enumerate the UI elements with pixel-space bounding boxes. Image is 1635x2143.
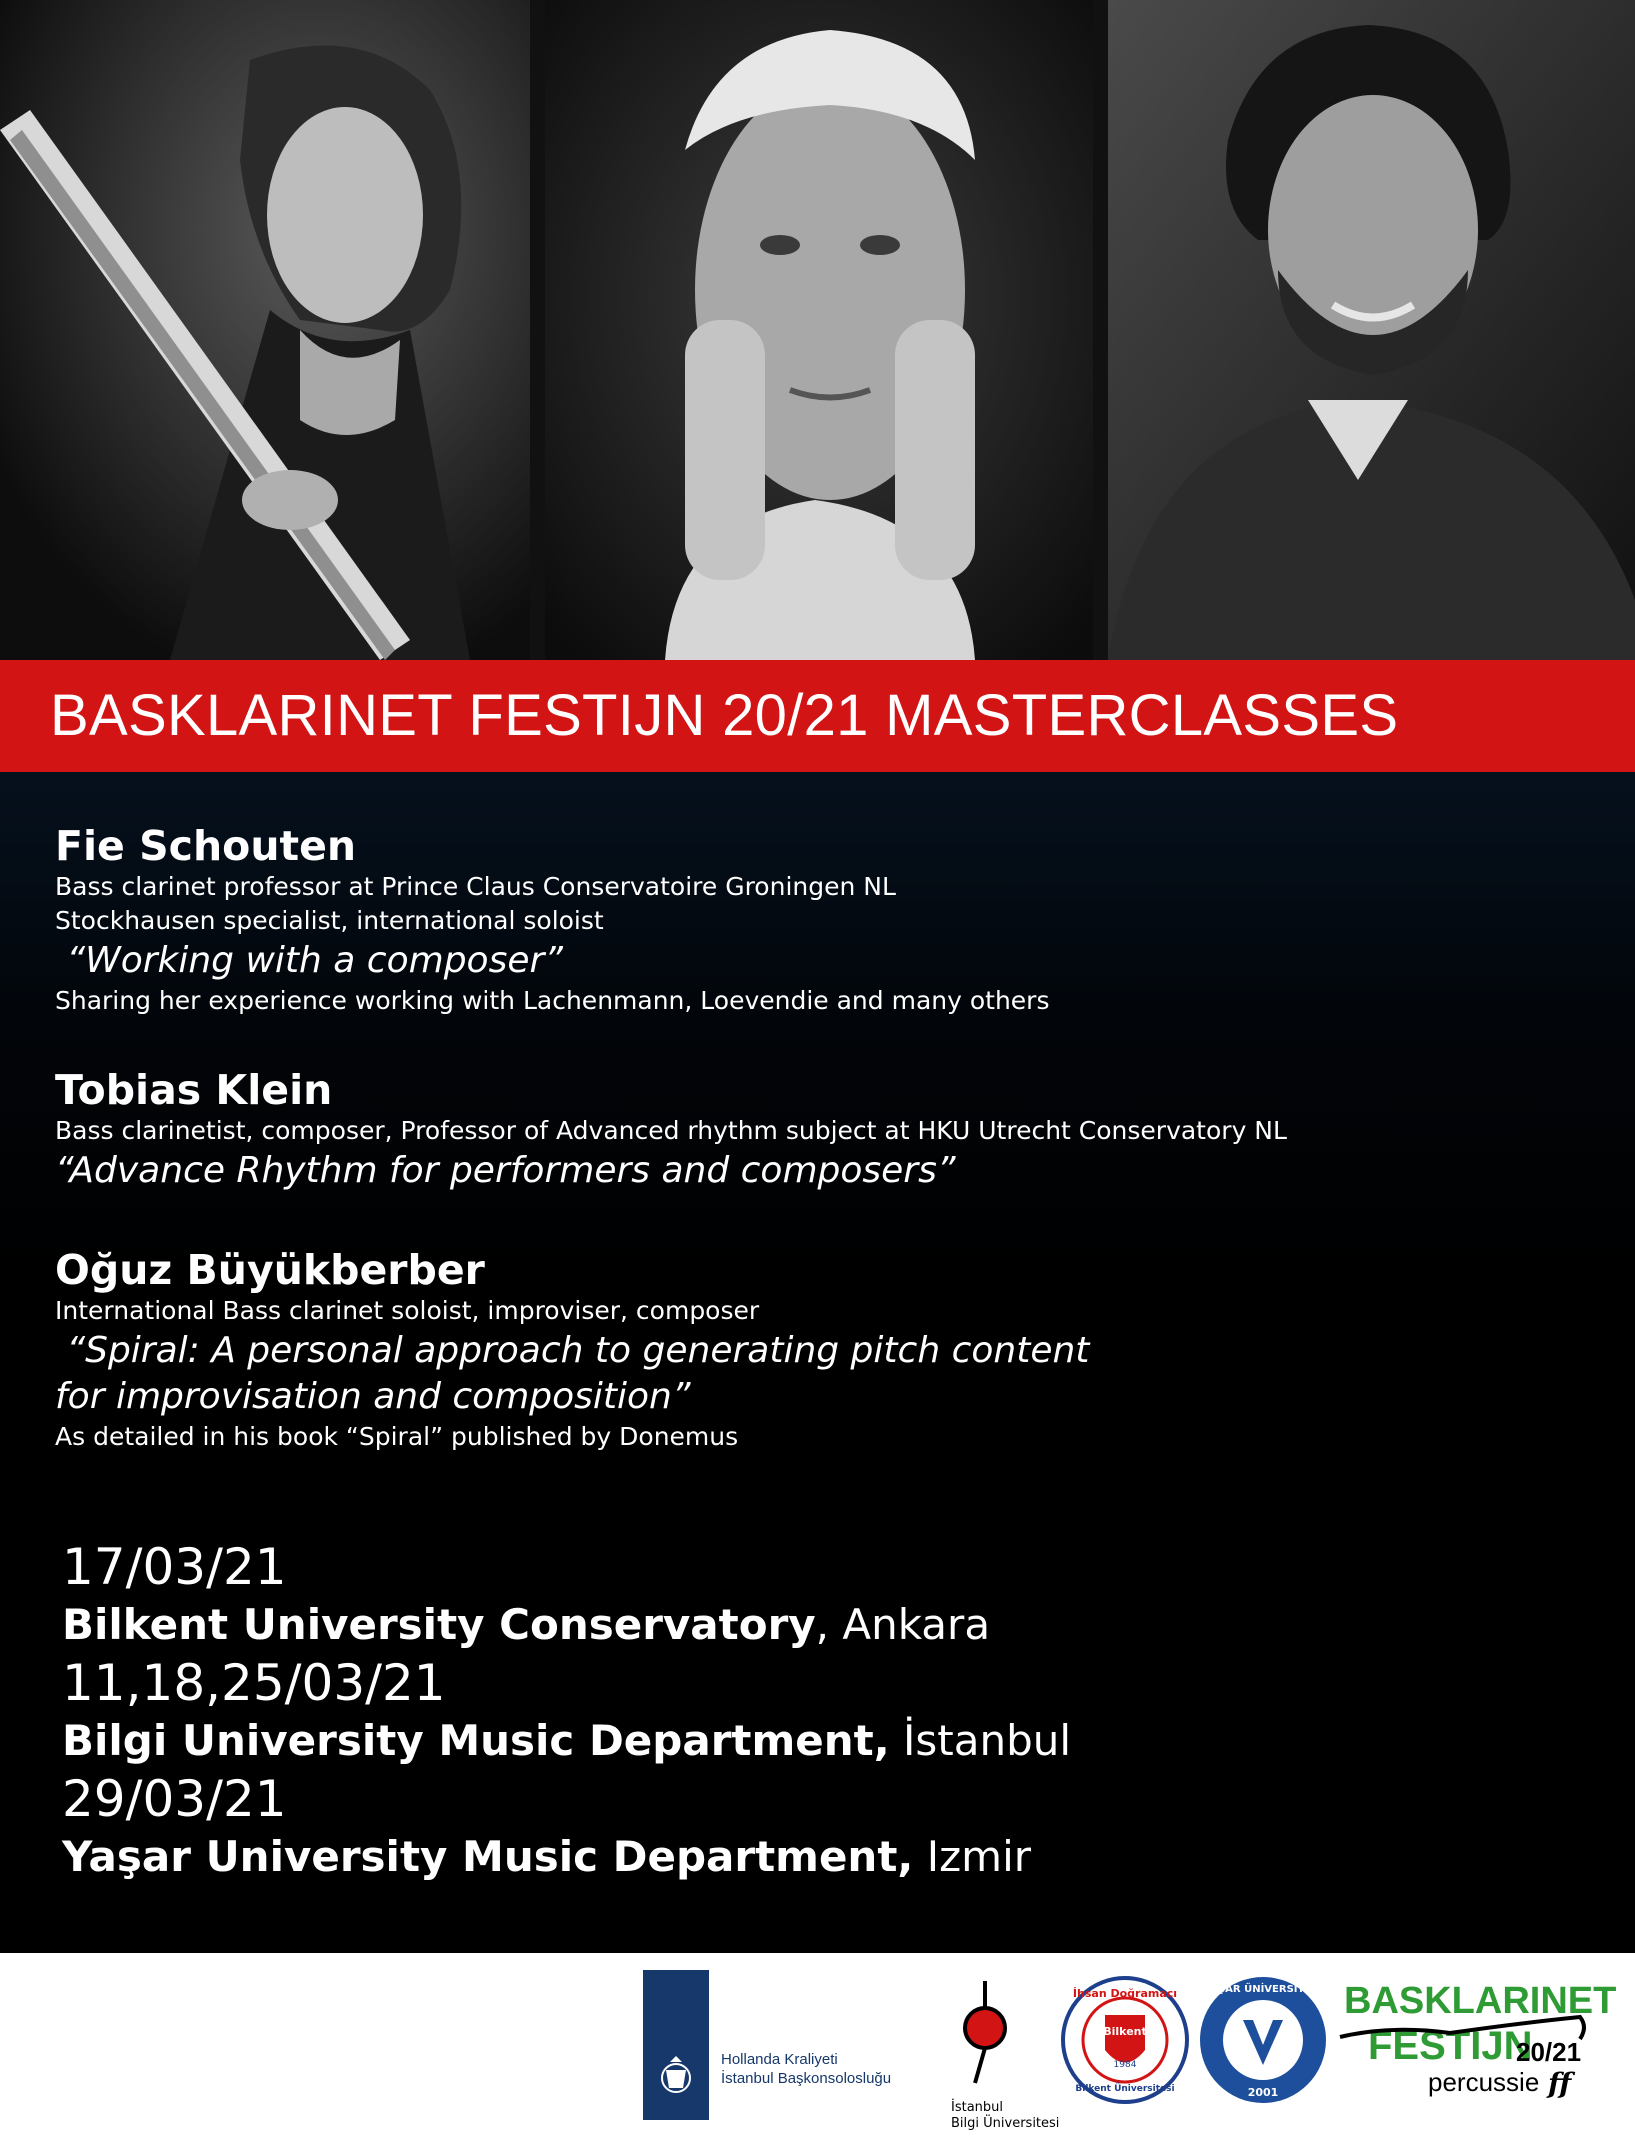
festijn-mark: ff xyxy=(1548,2067,1572,2100)
venue-name: Yaşar University Music Department, xyxy=(62,1832,914,1881)
bilkent-top: İhsan Doğramacı xyxy=(1072,1987,1178,2000)
schedule-venue xyxy=(62,1828,1071,1886)
bilkent-university-logo xyxy=(1060,1975,1190,2105)
consulate-line-2: İstanbul Başkonsolosluğu xyxy=(721,2070,892,2087)
festijn-line-2: FESTIJN xyxy=(1368,2024,1533,2068)
instructor-name: Fie Schouten xyxy=(55,822,357,870)
masterclass-title: “Advance Rhythm for performers and composers” xyxy=(55,1150,956,1191)
sponsor-footer xyxy=(0,1953,1635,2143)
masterclass-title: “Working with a composer” xyxy=(55,940,563,981)
bilkent-bottom: Bilkent Üniversitesi xyxy=(1075,2084,1175,2094)
bilgi-line-2: Bilgi Üniversitesi xyxy=(951,2116,1060,2131)
schedule-venue xyxy=(62,1712,1071,1770)
venue-name: Bilgi University Music Department, xyxy=(62,1716,890,1765)
bilgi-line-1: İstanbul xyxy=(951,2100,1004,2115)
instructor-role: Stockhausen specialist, international soloist xyxy=(55,906,604,935)
masterclass-tobias-klein xyxy=(55,1066,1287,1194)
masterclass-title: “Spiral: A personal approach to generating pitch content xyxy=(55,1330,1090,1371)
basklarinet-festijn-logo xyxy=(1330,1973,1617,2123)
festijn-line-1: BASKLARINET xyxy=(1344,1980,1617,2022)
masterclass-note: As detailed in his book “Spiral” published by Donemus xyxy=(55,1422,739,1451)
schedule-date: 11,18,25/03/21 xyxy=(62,1654,446,1712)
bilkent-year: 1984 xyxy=(1113,2060,1137,2070)
venue-city: , Ankara xyxy=(815,1600,991,1649)
photo-oguz-buyukberber xyxy=(1108,0,1635,660)
masterclass-note: Sharing her experience working with Lachenmann, Loevendie and many others xyxy=(55,986,1050,1015)
schedule-date: 17/03/21 xyxy=(62,1538,287,1596)
festijn-sub: percussie xyxy=(1428,2067,1540,2097)
instructor-role: Bass clarinetist, composer, Professor of Advanced rhythm subject at HKU Utrecht Conservatory NL xyxy=(55,1116,1287,1145)
venue-city: İstanbul xyxy=(889,1716,1072,1765)
instructor-role: Bass clarinet professor at Prince Claus Conservatoire Groningen NL xyxy=(55,872,896,901)
photo-fie-schouten xyxy=(0,0,530,660)
consulate-line-1: Hollanda Kraliyeti xyxy=(721,2051,838,2068)
instructor-name: Oğuz Büyükberber xyxy=(55,1246,485,1294)
schedule xyxy=(62,1538,1071,1886)
banner-title: BASKLARINET FESTIJN 20/21 MASTERCLASSES xyxy=(50,683,1399,748)
photo-strip xyxy=(0,0,1635,660)
yasar-arc: YAŞAR ÜNİVERSİTESİ xyxy=(1203,1984,1323,1995)
venue-city: Izmir xyxy=(913,1832,1032,1881)
title-banner xyxy=(0,660,1635,772)
netherlands-coat-of-arms-icon xyxy=(643,1970,709,2120)
masterclass-title: for improvisation and composition” xyxy=(55,1376,691,1417)
instructor-role: International Bass clarinet soloist, improviser, composer xyxy=(55,1296,760,1325)
venue-name: Bilkent University Conservatory xyxy=(62,1600,816,1649)
bilgi-university-logo xyxy=(945,1973,1060,2133)
yasar-university-logo xyxy=(1198,1975,1328,2105)
schedule-date: 29/03/21 xyxy=(62,1770,287,1828)
masterclass-fie-schouten xyxy=(55,822,1049,1018)
schedule-venue xyxy=(62,1596,1071,1654)
yasar-year: 2001 xyxy=(1247,2086,1279,2099)
photo-tobias-klein xyxy=(545,0,1093,660)
masterclass-oguz-buyukberber xyxy=(55,1246,1089,1454)
bilkent-center: Bilkent xyxy=(1103,2025,1147,2038)
instructor-name: Tobias Klein xyxy=(55,1066,333,1114)
festijn-season: 20/21 xyxy=(1516,2037,1582,2067)
